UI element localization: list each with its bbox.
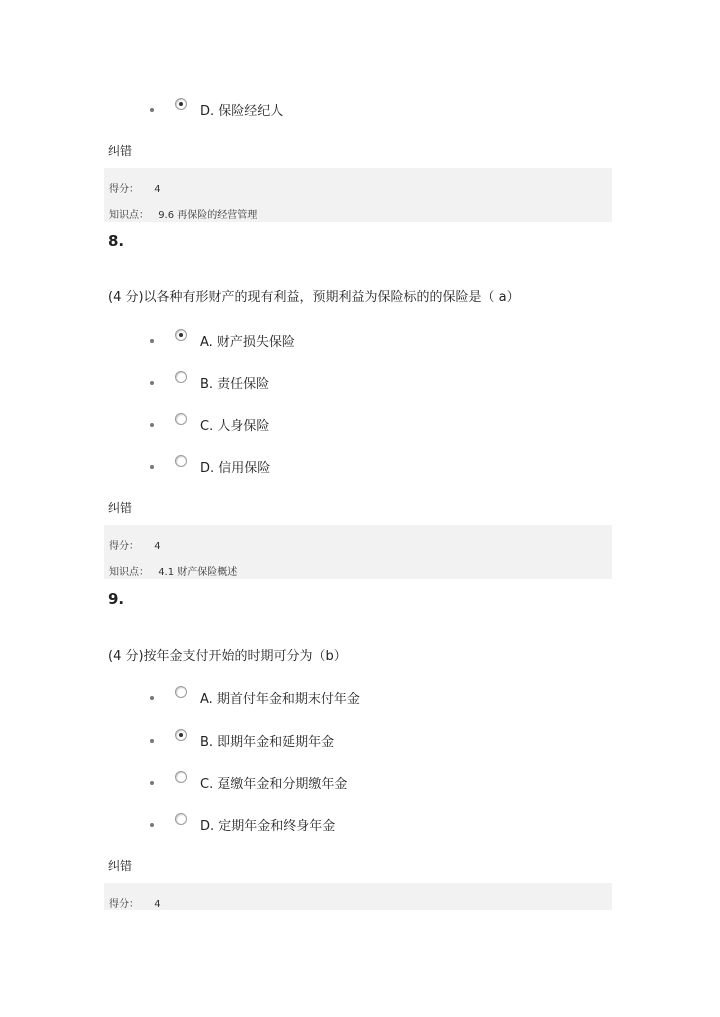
option-label: D. 信用保险: [200, 461, 271, 476]
option-label: D. 保险经纪人: [200, 104, 284, 119]
radio-checked-icon[interactable]: [175, 729, 187, 741]
bullet-icon: [150, 739, 154, 743]
bullet-icon: [150, 108, 154, 112]
q7-knowledge-row: [109, 206, 257, 221]
option-label: A. 财产损失保险: [200, 335, 295, 350]
q8-number: 8.: [108, 232, 125, 250]
bullet-icon: [150, 423, 154, 427]
q7-report-error-link[interactable]: 纠错: [108, 144, 133, 158]
q8-report-error-link[interactable]: 纠错: [108, 501, 133, 515]
q9-report-error-link[interactable]: 纠错: [108, 859, 133, 873]
radio-icon[interactable]: [175, 813, 187, 825]
bullet-icon: [150, 696, 154, 700]
option-label: B. 即期年金和延期年金: [200, 735, 335, 750]
score-label: 得分：: [109, 184, 139, 195]
q8-score-panel: [104, 525, 612, 579]
q8-knowledge-row: [109, 563, 237, 578]
q8-score-row: [109, 537, 161, 552]
score-label: 得分：: [109, 899, 139, 910]
q7-score-panel: [104, 168, 612, 222]
score-value: 4: [154, 541, 161, 552]
q7-score-row: [109, 180, 161, 195]
option-label: D. 定期年金和终身年金: [200, 819, 336, 834]
radio-icon[interactable]: [175, 455, 187, 467]
radio-icon[interactable]: [175, 371, 187, 383]
knowledge-label: 知识点：: [109, 567, 149, 578]
q9-score-panel: [104, 883, 612, 910]
radio-icon[interactable]: [175, 771, 187, 783]
option-label: A. 期首付年金和期末付年金: [200, 692, 360, 707]
option-label: C. 趸缴年金和分期缴年金: [200, 777, 348, 792]
bullet-icon: [150, 781, 154, 785]
bullet-icon: [150, 465, 154, 469]
score-value: 4: [154, 184, 161, 195]
radio-icon[interactable]: [175, 413, 187, 425]
option-label: B. 责任保险: [200, 377, 270, 392]
q9-question-text: (4 分)按年金支付开始的时期可分为（b）: [108, 649, 347, 664]
bullet-icon: [150, 381, 154, 385]
q9-number: 9.: [108, 590, 125, 608]
knowledge-label: 知识点：: [109, 210, 149, 221]
bullet-icon: [150, 823, 154, 827]
q8-question-text: (4 分)以各种有形财产的现有利益，预期利益为保险标的的保险是（ a）: [108, 290, 520, 305]
option-label: C. 人身保险: [200, 419, 270, 434]
q9-score-row: [109, 895, 161, 910]
knowledge-value: 4.1 财产保险概述: [158, 567, 238, 578]
radio-checked-icon[interactable]: [175, 329, 187, 341]
bullet-icon: [150, 339, 154, 343]
score-value: 4: [154, 899, 161, 910]
radio-icon[interactable]: [175, 686, 187, 698]
knowledge-value: 9.6 再保险的经营管理: [158, 210, 258, 221]
score-label: 得分：: [109, 541, 139, 552]
radio-checked-icon[interactable]: [175, 98, 187, 110]
